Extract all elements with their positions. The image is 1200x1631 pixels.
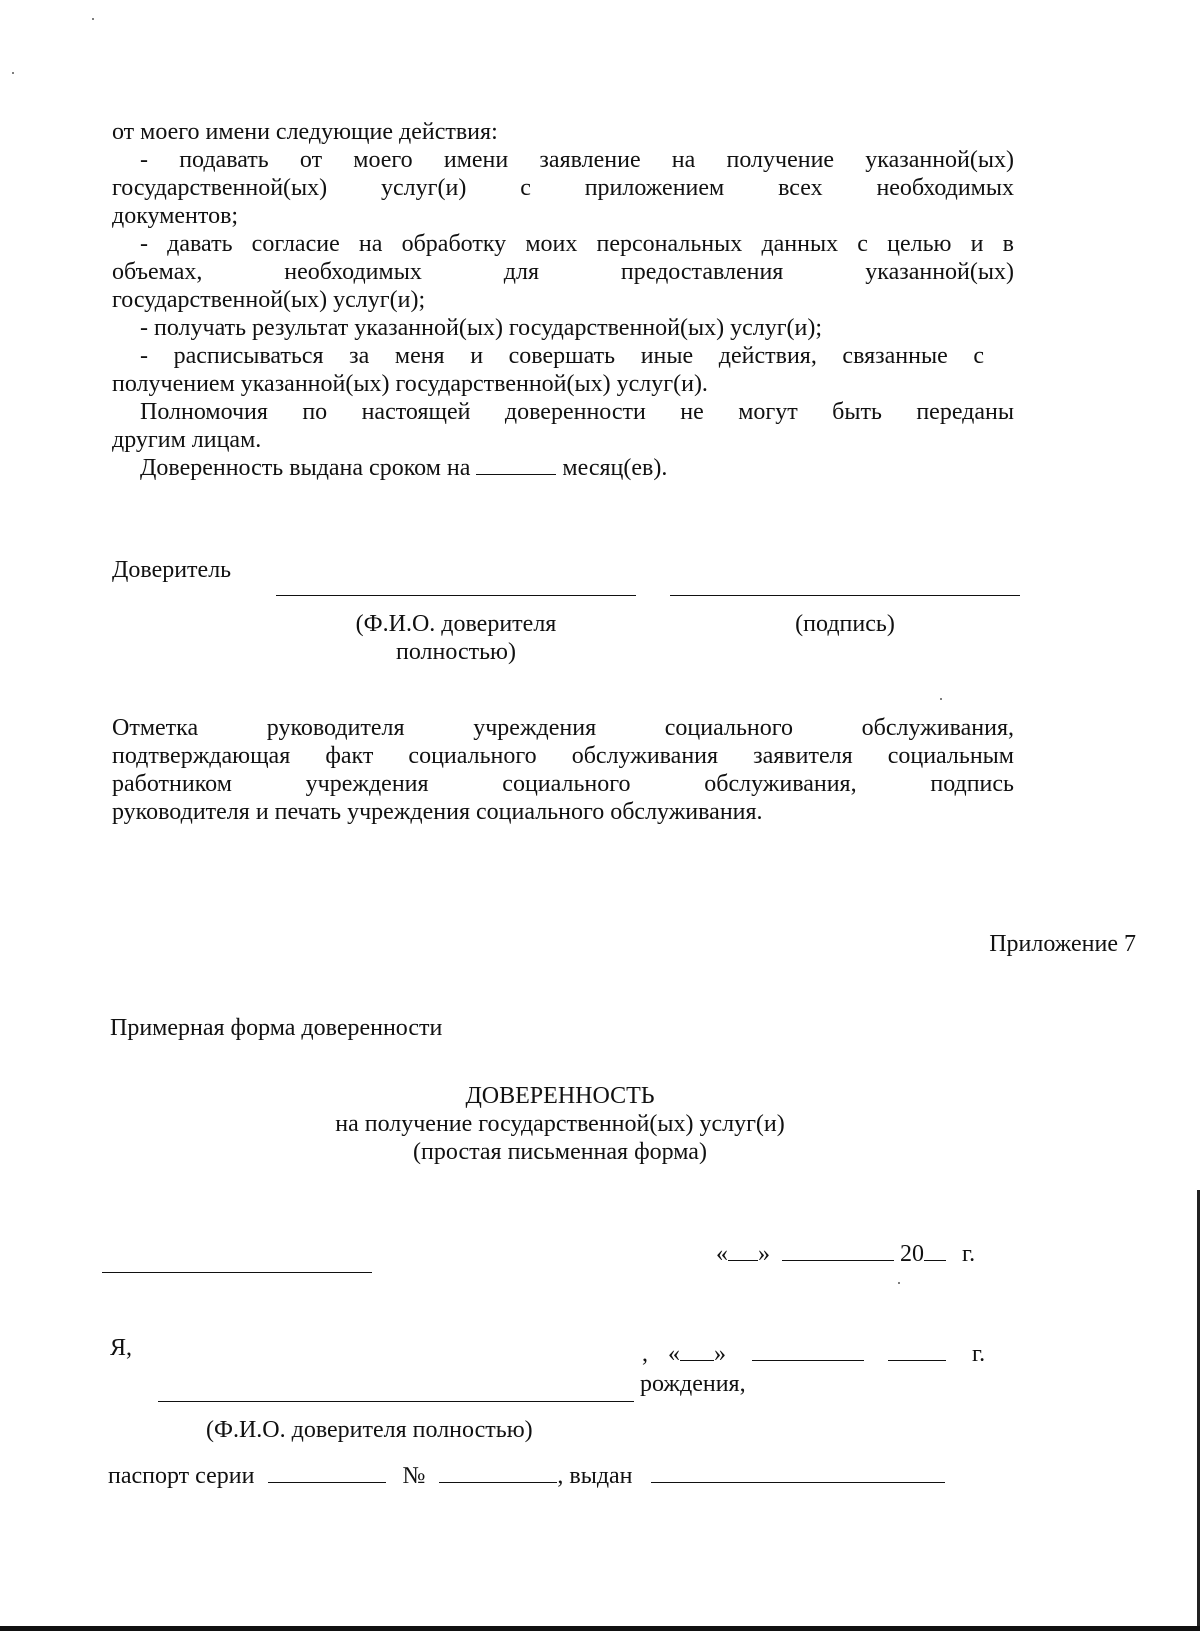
issue-date-line bbox=[716, 1240, 975, 1268]
signature-caption: (подпись) bbox=[795, 611, 895, 637]
passport-series-label: паспорт серии bbox=[108, 1463, 255, 1489]
passport-line bbox=[108, 1462, 945, 1490]
date-open-quote: « bbox=[716, 1241, 728, 1267]
term-line bbox=[140, 454, 667, 482]
bullet-consent-line-1: - давать согласие на обработку моих персональных данных с целью и в bbox=[140, 231, 1014, 257]
trustor-name-caption-2: полностью) bbox=[396, 639, 516, 665]
birth-year-suffix: г. bbox=[972, 1341, 986, 1367]
birth-word: рождения, bbox=[640, 1371, 746, 1397]
mark-line-1: Отметка руководителя учреждения социального обслуживания, bbox=[112, 715, 1014, 741]
issue-month-field[interactable] bbox=[782, 1240, 894, 1261]
scan-speck bbox=[92, 18, 94, 20]
intro-line: от моего имени следующие действия: bbox=[112, 119, 498, 145]
term-text-before: Доверенность выдана сроком на bbox=[140, 455, 471, 481]
scan-speck bbox=[12, 72, 14, 74]
trustor-signature-line[interactable] bbox=[670, 595, 1020, 596]
bullet-receive-line: - получать результат указанной(ых) государственной(ых) услуг(и); bbox=[140, 315, 823, 341]
bullet-submit-line-2: государственной(ых) услуг(и) с приложением всех необходимых bbox=[112, 175, 1014, 201]
trustor-label: Доверитель bbox=[112, 557, 232, 583]
full-name-caption: (Ф.И.О. доверителя полностью) bbox=[206, 1417, 533, 1443]
year-suffix: г. bbox=[962, 1241, 976, 1267]
year-prefix: 20 bbox=[900, 1241, 924, 1267]
place-field[interactable] bbox=[102, 1272, 372, 1273]
bullet-submit-line-3: документов; bbox=[112, 203, 239, 229]
mark-line-2: подтверждающая факт социального обслуживания заявителя социальным bbox=[112, 743, 1014, 769]
trustor-name-caption-1: (Ф.И.О. доверителя bbox=[355, 611, 557, 637]
passport-number-field[interactable] bbox=[439, 1462, 557, 1483]
powers-line-2: другим лицам. bbox=[112, 427, 262, 453]
page-subtitle: на получение государственной(ых) услуг(и) bbox=[335, 1111, 785, 1137]
passport-series-field[interactable] bbox=[268, 1462, 386, 1483]
birth-date-line bbox=[642, 1340, 985, 1368]
bullet-sign-line-1: - расписываться за меня и совершать иные действия, связанные с bbox=[140, 343, 984, 369]
bullet-consent-line-3: государственной(ых) услуг(и); bbox=[112, 287, 426, 313]
birth-month-field[interactable] bbox=[752, 1340, 864, 1361]
term-months-field[interactable] bbox=[476, 454, 556, 475]
birth-close-quote: » bbox=[714, 1341, 726, 1367]
issue-year-field[interactable] bbox=[924, 1240, 946, 1261]
mark-line-3: работником учреждения социального обслуживания, подпись bbox=[112, 771, 1014, 797]
bullet-consent-line-2: объемах, необходимых для предоставления указанной(ых) bbox=[112, 259, 1014, 285]
issue-day-field[interactable] bbox=[728, 1240, 758, 1261]
trustor-name-line[interactable] bbox=[276, 595, 636, 596]
scan-edge-bottom bbox=[0, 1626, 1200, 1631]
mark-line-4: руководителя и печать учреждения социального обслуживания. bbox=[112, 799, 763, 825]
appendix-label: Приложение 7 bbox=[989, 931, 1136, 957]
birth-year-field[interactable] bbox=[888, 1340, 946, 1361]
comma: , bbox=[642, 1341, 648, 1367]
term-text-after: месяц(ев). bbox=[562, 455, 668, 481]
powers-line-1: Полномочия по настоящей доверенности не могут быть переданы bbox=[140, 399, 1014, 425]
scan-speck bbox=[898, 1282, 900, 1284]
bullet-submit-line-1: - подавать от моего имени заявление на получение указанной(ых) bbox=[140, 147, 1014, 173]
sample-form-label: Примерная форма доверенности bbox=[110, 1015, 443, 1041]
i-label: Я, bbox=[110, 1335, 133, 1361]
form-type: (простая письменная форма) bbox=[413, 1139, 707, 1165]
birth-open-quote: « bbox=[668, 1341, 680, 1367]
issued-by-field[interactable] bbox=[651, 1462, 945, 1483]
bullet-sign-line-2: получением указанной(ых) государственной(ых) услуг(и). bbox=[112, 371, 708, 397]
date-close-quote: » bbox=[758, 1241, 770, 1267]
scan-speck bbox=[940, 698, 942, 700]
number-sign: № bbox=[402, 1463, 426, 1489]
page-title: ДОВЕРЕННОСТЬ bbox=[465, 1083, 655, 1109]
trustor-full-name-field[interactable] bbox=[158, 1401, 634, 1402]
birth-day-field[interactable] bbox=[680, 1340, 714, 1361]
issued-label: , выдан bbox=[557, 1463, 633, 1489]
